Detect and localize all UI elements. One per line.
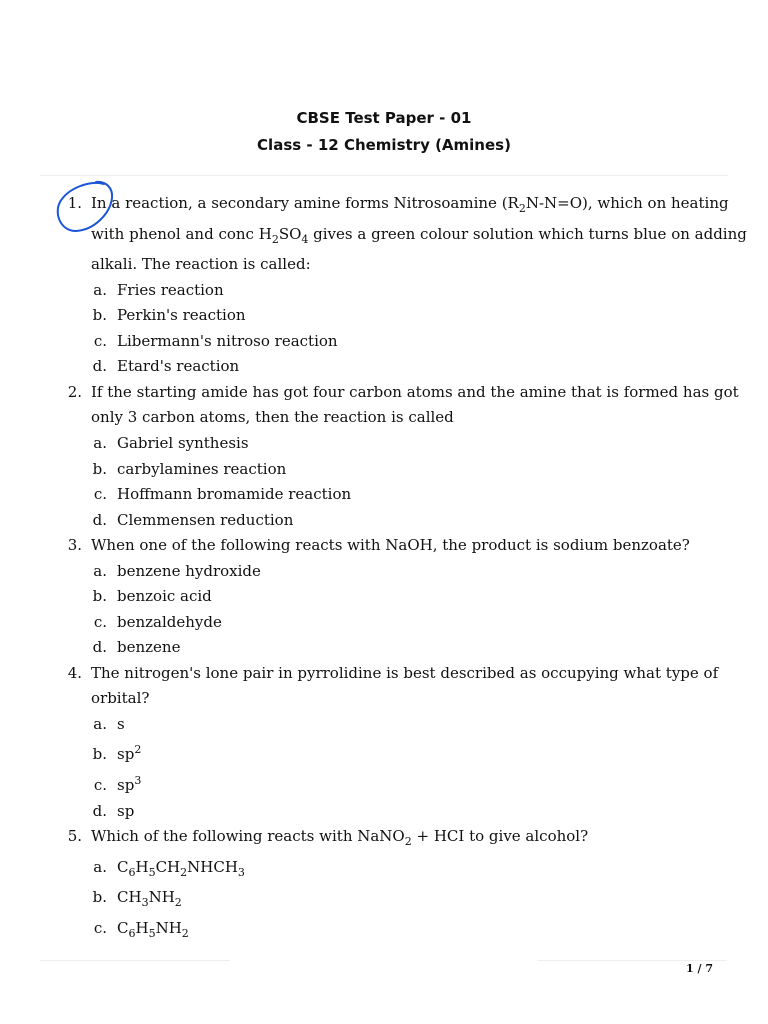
option-label: a. <box>93 562 107 580</box>
option-label: d. <box>92 357 107 375</box>
option-label: d. <box>92 802 107 820</box>
option-text: Clemmensen reduction <box>117 511 294 529</box>
question-number: 3. <box>67 536 82 554</box>
question-number: 1. <box>67 194 82 212</box>
option-text: Etard's reaction <box>117 357 240 375</box>
option-text: s <box>117 715 125 733</box>
option-label: c. <box>93 919 107 937</box>
option-label: b. <box>92 745 107 763</box>
question-text: In a reaction, a secondary amine forms Nitrosoamine $(R_2N-N=O)$, which on heating <box>91 194 729 215</box>
option-label: a. <box>93 858 107 876</box>
option-text: benzoic acid <box>117 587 212 605</box>
option-text: Gabriel synthesis <box>117 434 249 452</box>
option-label: c. <box>93 485 107 503</box>
option-label: c. <box>93 332 107 350</box>
option-text: Libermann's nitroso reaction <box>117 332 338 350</box>
question-text: alkali. The reaction is called: <box>91 255 311 273</box>
page-number: 1 / 7 <box>686 962 713 975</box>
question-number: 2. <box>67 383 82 401</box>
option-text: Perkin's reaction <box>117 306 246 324</box>
option-label: b. <box>92 460 107 478</box>
question-text: When one of the following reacts with NaOH, the product is sodium benzoate? <box>91 536 690 554</box>
option-text: $sp^2$ <box>117 743 142 763</box>
option-formula: $C_6H_5NH_2$ <box>117 919 189 940</box>
question-number: 4. <box>67 664 82 682</box>
header-divider <box>40 175 728 176</box>
handwritten-circle-mark <box>50 178 120 240</box>
option-label: d. <box>92 511 107 529</box>
option-text: benzene <box>117 638 181 656</box>
option-label: a. <box>93 715 107 733</box>
paper-title: CBSE Test Paper - 01 <box>296 109 472 127</box>
question-text: with phenol and conc $H_2SO_4$ gives a green colour solution which turns blue on adding <box>91 225 747 246</box>
question-text: only 3 carbon atoms, then the reaction is called <box>91 408 454 426</box>
question-text: orbital? <box>91 689 150 707</box>
option-text: Hoffmann bromamide reaction <box>117 485 352 503</box>
option-label: b. <box>92 888 107 906</box>
option-text: benzene hydroxide <box>117 562 261 580</box>
question-text: The nitrogen's lone pair in pyrrolidine is best described as occupying what type of <box>91 664 719 682</box>
option-label: d. <box>92 638 107 656</box>
option-label: a. <box>93 281 107 299</box>
footer-divider-left <box>40 960 230 961</box>
option-label: c. <box>93 613 107 631</box>
option-label: c. <box>93 776 107 794</box>
option-text: sp <box>117 802 135 820</box>
option-text: carbylamines reaction <box>117 460 287 478</box>
question-number: 5. <box>67 827 82 845</box>
option-formula: $CH_3NH_2$ <box>117 888 182 909</box>
question-text: Which of the following reacts with NaNO$_2$ + HCI to give alcohol? <box>91 827 589 848</box>
option-label: b. <box>92 306 107 324</box>
footer-divider-right <box>537 960 727 961</box>
option-label: b. <box>92 587 107 605</box>
option-label: a. <box>93 434 107 452</box>
paper-subtitle: Class - 12 Chemistry (Amines) <box>257 136 511 154</box>
option-text: Fries reaction <box>117 281 224 299</box>
option-text: benzaldehyde <box>117 613 222 631</box>
option-text: $sp^3$ <box>117 774 142 794</box>
question-text: If the starting amide has got four carbon atoms and the amine that is formed has got <box>91 383 739 401</box>
option-formula: $C_6H_5CH_2NHCH_3$ <box>117 858 245 879</box>
